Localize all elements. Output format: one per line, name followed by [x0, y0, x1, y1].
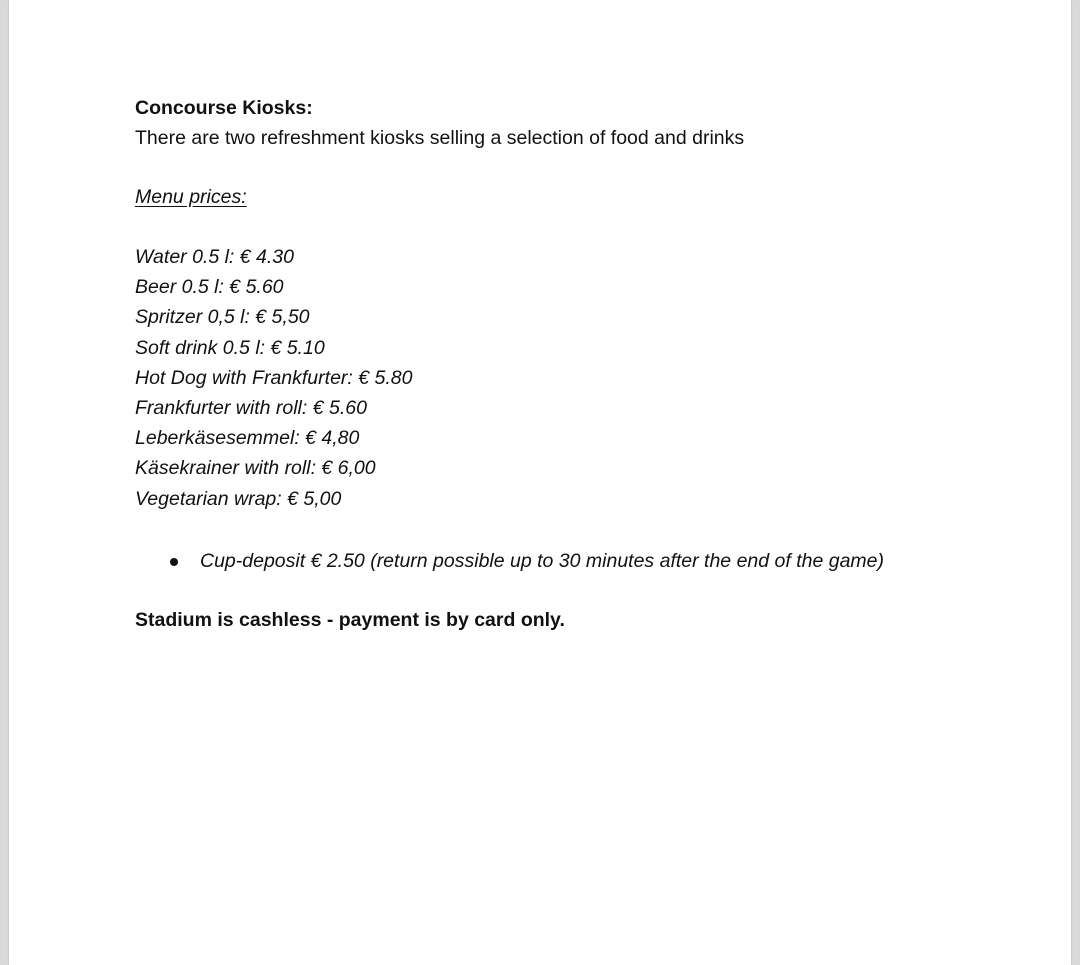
- menu-item-leberkaesesemmel: Leberkäsesemmel: € 4,80: [135, 427, 360, 450]
- section-heading: Concourse Kiosks:: [135, 97, 313, 119]
- payment-notice: Stadium is cashless - payment is by card only.: [135, 608, 565, 631]
- document-page: [9, 0, 1071, 965]
- document-content: [135, 94, 1035, 635]
- menu-item-water: Water 0.5 l: € 4.30: [135, 246, 294, 268]
- cup-deposit-item: [135, 546, 1035, 576]
- cup-deposit-text: Cup-deposit € 2.50 (return possible up to 30 minutes after the end of the game): [200, 549, 884, 572]
- menu-item-hot-dog: Hot Dog with Frankfurter: € 5.80: [135, 366, 413, 389]
- intro-text: There are two refreshment kiosks selling a selection of food and drinks: [135, 127, 745, 149]
- menu-prices-label: Menu prices:: [135, 186, 247, 208]
- bullet-icon: [170, 558, 178, 566]
- menu-item-kaesekrainer: Käsekrainer with roll: € 6,00: [135, 457, 376, 480]
- menu-item-frankfurter: Frankfurter with roll: € 5.60: [135, 397, 367, 420]
- menu-item-spritzer: Spritzer 0,5 l: € 5,50: [135, 306, 310, 329]
- deposit-bullet-list: [135, 546, 1035, 576]
- menu-price-list: [135, 242, 1035, 514]
- menu-item-vegetarian-wrap: Vegetarian wrap: € 5,00: [135, 487, 342, 510]
- menu-item-soft-drink: Soft drink 0.5 l: € 5.10: [135, 336, 325, 359]
- menu-item-beer: Beer 0.5 l: € 5.60: [135, 276, 284, 299]
